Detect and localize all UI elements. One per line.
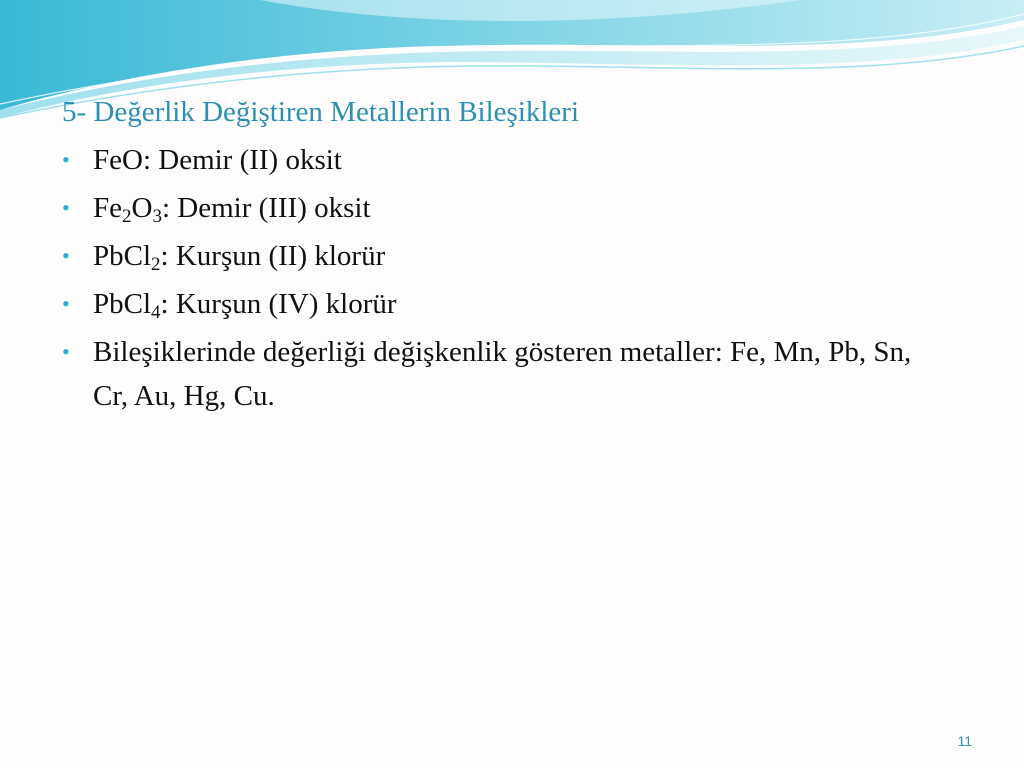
subscript: 4 bbox=[151, 302, 161, 323]
subscript: 3 bbox=[152, 206, 162, 227]
text-run: PbCl bbox=[93, 288, 152, 320]
bullet-item bbox=[62, 282, 962, 326]
bullet-text bbox=[93, 192, 371, 227]
bullet-dot-icon: • bbox=[62, 291, 70, 316]
bullet-dot-icon: • bbox=[62, 339, 70, 364]
bullet-text bbox=[93, 240, 386, 275]
text-run: Bileşiklerinde değerliği değişkenlik gösteren metaller: Fe, Mn, Pb, Sn, Cr, Au, Hg, Cu. bbox=[93, 336, 912, 412]
bullet-text bbox=[93, 288, 397, 323]
bullet-item bbox=[62, 234, 962, 278]
text-run: : Kurşun (IV) klorür bbox=[160, 288, 397, 320]
text-run: : Kurşun (II) klorür bbox=[160, 240, 386, 272]
text-run: FeO: Demir (II) oksit bbox=[93, 144, 342, 176]
bullet-item bbox=[62, 330, 953, 418]
text-run: PbCl bbox=[93, 240, 152, 272]
bullet-text bbox=[93, 336, 911, 412]
bullet-dot-icon: • bbox=[62, 195, 70, 220]
slide-content bbox=[62, 92, 962, 422]
subscript: 2 bbox=[151, 254, 161, 275]
bullet-item bbox=[62, 138, 962, 182]
bullet-dot-icon: • bbox=[62, 243, 70, 268]
bullet-text bbox=[93, 144, 342, 176]
bullet-list bbox=[62, 138, 962, 418]
slide-heading: 5- Değerlik Değiştiren Metallerin Bileşikleri bbox=[62, 96, 580, 128]
text-run: O bbox=[131, 192, 153, 224]
text-run: Fe bbox=[93, 192, 122, 224]
page-number: 11 bbox=[957, 733, 972, 749]
bullet-dot-icon: • bbox=[62, 147, 70, 172]
text-run: : Demir (III) oksit bbox=[161, 192, 371, 224]
subscript: 2 bbox=[122, 206, 132, 227]
bullet-item bbox=[62, 186, 962, 230]
